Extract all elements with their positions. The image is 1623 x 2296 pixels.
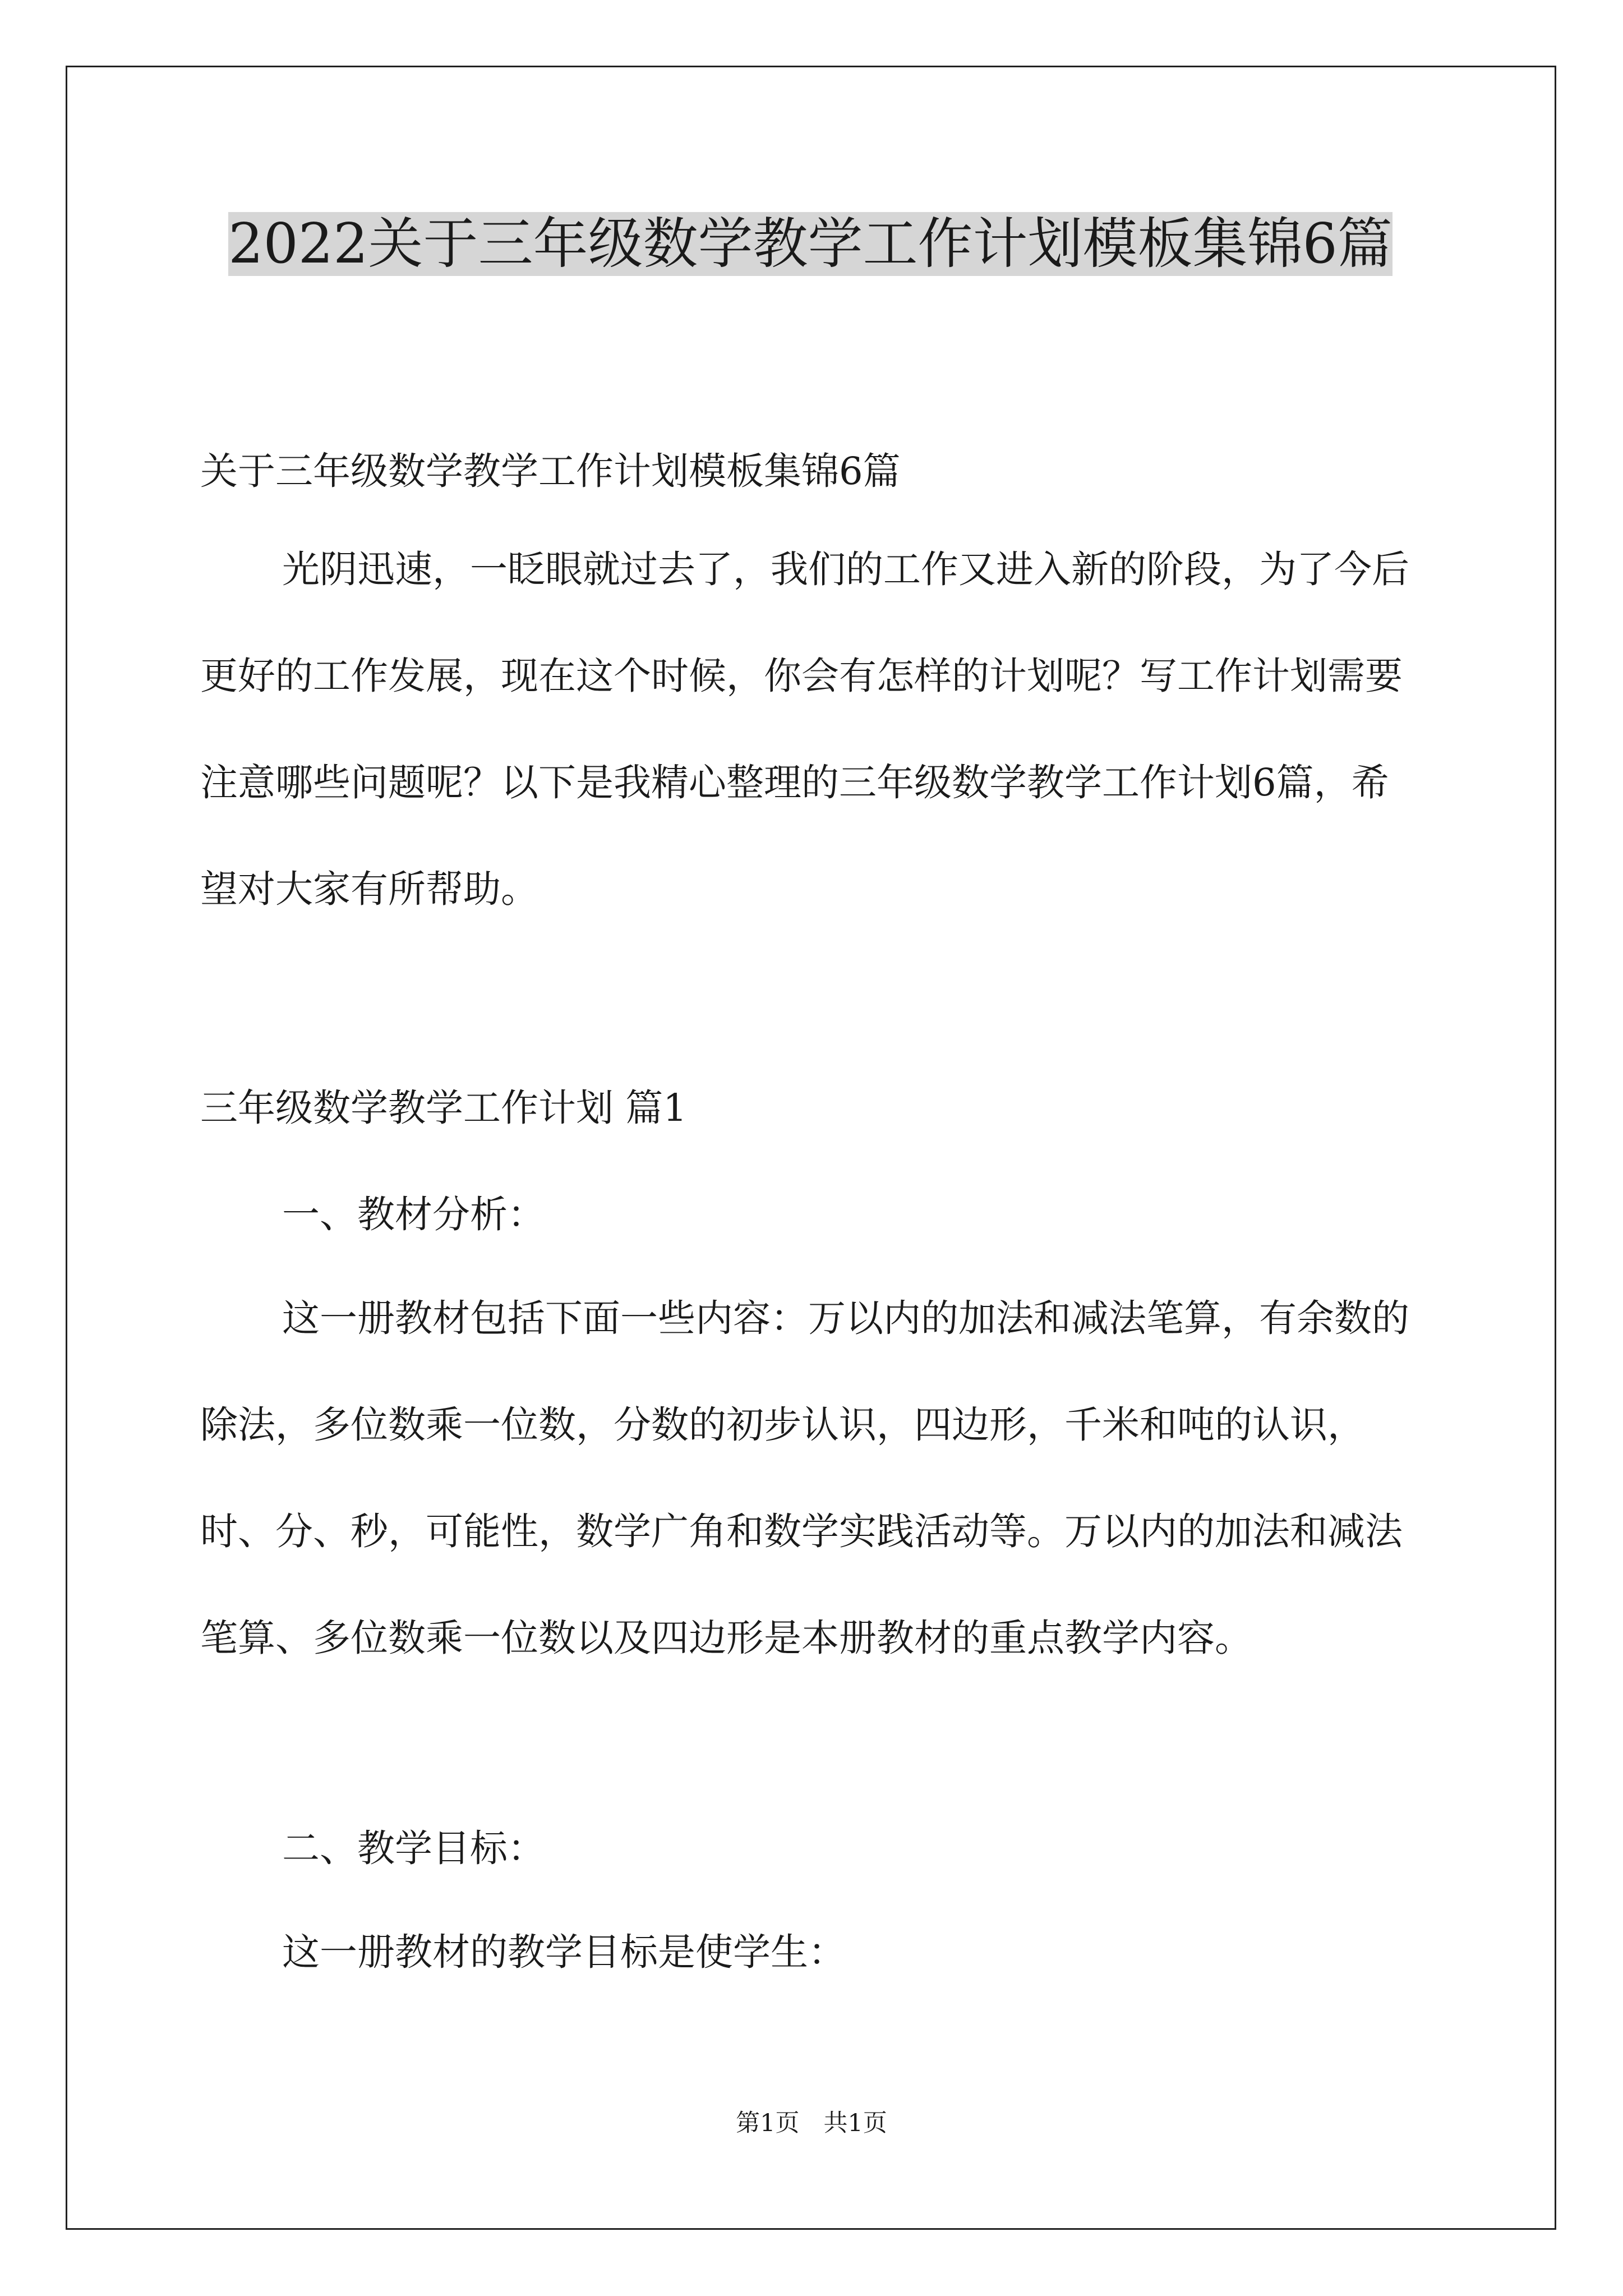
document-title: 2022关于三年级数学教学工作计划模板集锦6篇 (228, 212, 1393, 276)
page-footer: 第1页 共1页 (736, 2109, 887, 2137)
heading-textbook-analysis: 一、教材分析： (282, 1193, 545, 1236)
heading-teaching-goals: 二、教学目标： (282, 1826, 545, 1870)
teaching-goals-paragraph: 这一册教材的教学目标是使学生： (282, 1930, 846, 1974)
intro-paragraph: 光阴迅速，一眨眼就过去了，我们的工作又进入新的阶段，为了今后更好的工作发展，现在这个时候，你会有怎样的计划呢？写工作计划需要注意哪些问题呢？以下是我精心整理的三年级数学教学工作计划6篇，希望对大家有所帮助。 (200, 547, 1409, 911)
section-heading: 三年级数学教学工作计划 篇1 (200, 1086, 687, 1130)
document-subtitle: 关于三年级数学教学工作计划模板集锦6篇 (200, 449, 901, 493)
textbook-analysis-paragraph: 这一册教材包括下面一些内容：万以内的加法和减法笔算，有余数的除法，多位数乘一位数，分数的初步认识，四边形，千米和吨的认识，时、分、秒，可能性，数学广角和数学实践活动等。万以内的加法和减法笔算、多位数乘一位数以及四边形是本册教材的重点教学内容。 (200, 1296, 1409, 1660)
